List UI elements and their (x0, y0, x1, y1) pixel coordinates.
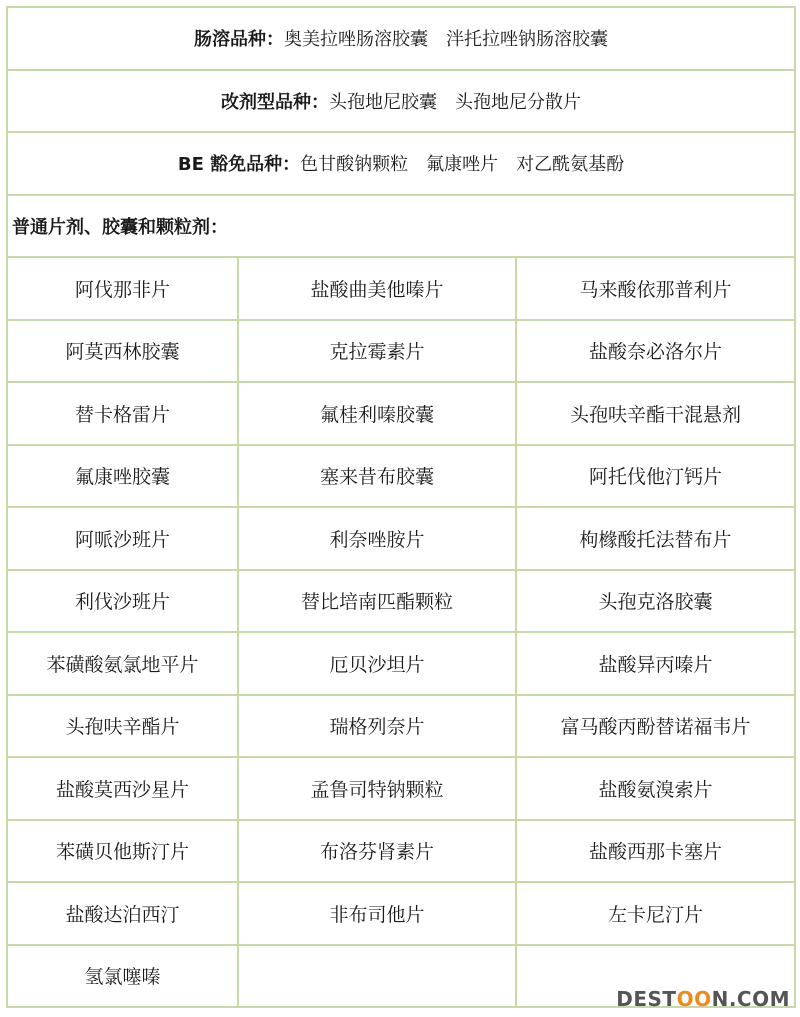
drug-cell: 富马酸丙酚替诺福韦片 (516, 695, 795, 758)
table-row (7, 882, 795, 945)
modified-cell (7, 70, 795, 133)
drug-cell: 盐酸西那卡塞片 (516, 820, 795, 883)
table-row (7, 382, 795, 445)
drug-cell: 阿莫西林胶囊 (7, 320, 238, 383)
drug-cell: 阿哌沙班片 (7, 507, 238, 570)
drug-cell: 马来酸依那普利片 (516, 257, 795, 320)
drug-cell: 苯磺贝他斯汀片 (7, 820, 238, 883)
drug-cell: 克拉霉素片 (238, 320, 516, 383)
enteric-item: 奥美拉唑肠溶胶囊 (284, 29, 429, 51)
general-header-row (7, 195, 795, 258)
drug-rows (7, 257, 795, 1007)
table-row (7, 757, 795, 820)
table-row (7, 507, 795, 570)
table-row (7, 695, 795, 758)
drug-cell: 非布司他片 (238, 882, 516, 945)
drug-cell: 瑞格列奈片 (238, 695, 516, 758)
table-row (7, 445, 795, 508)
be-exempt-cell (7, 132, 795, 195)
modified-row (7, 70, 795, 133)
table-row (7, 632, 795, 695)
modified-label: 改剂型品种： (221, 91, 330, 113)
table-row (7, 257, 795, 320)
drug-cell: 阿托伐他汀钙片 (516, 445, 795, 508)
drug-cell: 盐酸曲美他嗪片 (238, 257, 516, 320)
drug-cell: 孟鲁司特钠颗粒 (238, 757, 516, 820)
drug-cell: 替卡格雷片 (7, 382, 238, 445)
drug-cell: 盐酸奈必洛尔片 (516, 320, 795, 383)
drug-cell: 塞来昔布胶囊 (238, 445, 516, 508)
watermark-part: DEST (616, 987, 677, 1011)
table-row (7, 320, 795, 383)
watermark-part: N.COM (711, 987, 790, 1011)
drug-cell: 氢氯噻嗪 (7, 945, 238, 1008)
drug-cell: 布洛芬肾素片 (238, 820, 516, 883)
drug-list-table (6, 6, 796, 1008)
enteric-item: 泮托拉唑钠肠溶胶囊 (446, 29, 609, 51)
drug-cell: 盐酸氨溴索片 (516, 757, 795, 820)
drug-cell: 左卡尼汀片 (516, 882, 795, 945)
be-exempt-item: 色甘酸钠颗粒 (300, 154, 409, 176)
drug-cell: 阿伐那非片 (7, 257, 238, 320)
drug-cell: 利奈唑胺片 (238, 507, 516, 570)
drug-cell: 枸橼酸托法替布片 (516, 507, 795, 570)
modified-item: 头孢地尼胶囊 (329, 91, 438, 113)
general-label: 普通片剂、胶囊和颗粒剂： (7, 195, 795, 258)
watermark-logo (616, 987, 790, 1011)
modified-item: 头孢地尼分散片 (455, 91, 582, 113)
drug-cell: 替比培南匹酯颗粒 (238, 570, 516, 633)
drug-cell: 利伐沙班片 (7, 570, 238, 633)
drug-cell: 盐酸异丙嗪片 (516, 632, 795, 695)
be-exempt-row (7, 132, 795, 195)
be-exempt-item: 氟康唑片 (426, 154, 499, 176)
enteric-cell (7, 7, 795, 70)
drug-cell: 氟桂利嗪胶囊 (238, 382, 516, 445)
enteric-row (7, 7, 795, 70)
drug-cell: 苯磺酸氨氯地平片 (7, 632, 238, 695)
drug-cell (238, 945, 516, 1008)
table-row (7, 570, 795, 633)
be-exempt-label: BE 豁免品种： (177, 154, 301, 176)
drug-cell: 头孢呋辛酯干混悬剂 (516, 382, 795, 445)
be-exempt-item: 对乙酰氨基酚 (516, 154, 625, 176)
enteric-label: 肠溶品种： (194, 29, 285, 51)
table-row (7, 820, 795, 883)
drug-cell: 盐酸达泊西汀 (7, 882, 238, 945)
watermark-part: OO (676, 987, 712, 1011)
drug-cell: 头孢呋辛酯片 (7, 695, 238, 758)
drug-cell: 头孢克洛胶囊 (516, 570, 795, 633)
drug-cell: 氟康唑胶囊 (7, 445, 238, 508)
drug-cell: 厄贝沙坦片 (238, 632, 516, 695)
drug-cell: 盐酸莫西沙星片 (7, 757, 238, 820)
